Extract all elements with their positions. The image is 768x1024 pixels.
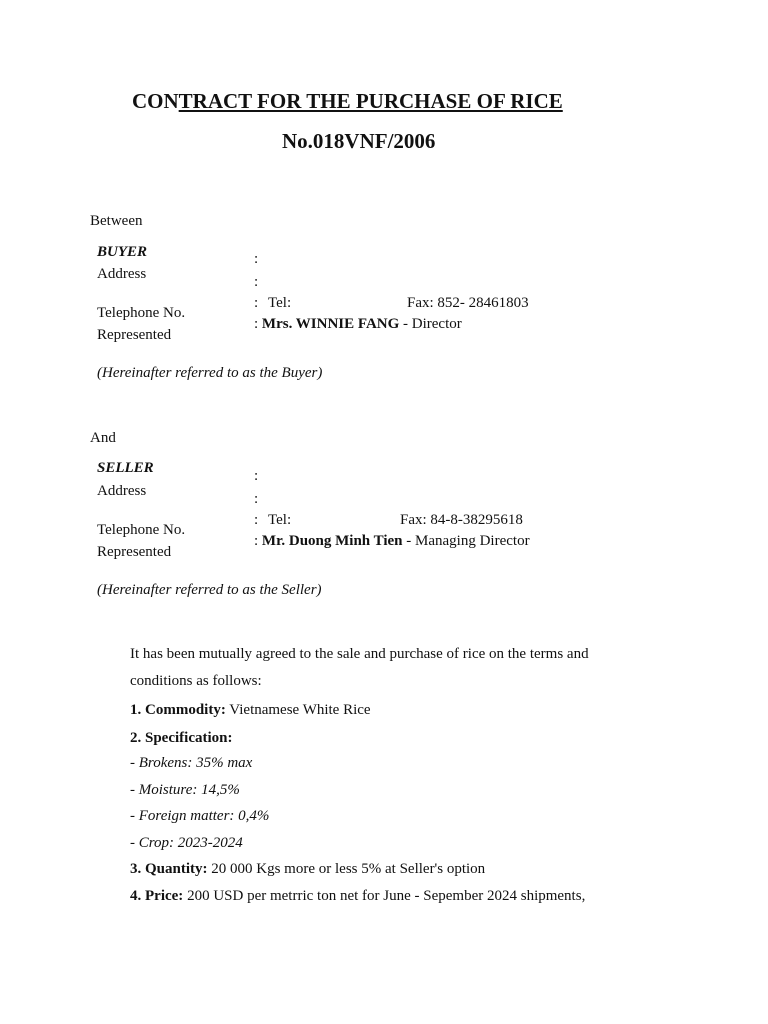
seller-heading: SELLER bbox=[97, 460, 154, 476]
seller-rep-name: Mr. Duong Minh Tien bbox=[261, 533, 403, 549]
seller-colon-3: : bbox=[254, 512, 259, 528]
intro-line-2: conditions as follows: bbox=[130, 673, 262, 689]
spec-item: - Moisture: 14,5% bbox=[130, 782, 240, 798]
buyer-heading: BUYER bbox=[97, 244, 148, 260]
seller-represented-label: Represented bbox=[97, 544, 172, 560]
term-price bbox=[130, 887, 585, 905]
commodity-value: Vietnamese White Rice bbox=[225, 702, 371, 718]
seller-address-label: Address bbox=[97, 483, 147, 499]
buyer-rep-name: Mrs. WINNIE FANG bbox=[261, 316, 400, 332]
seller-rep-title: - Managing Director bbox=[402, 533, 530, 549]
seller-colon-2: : bbox=[254, 491, 259, 507]
buyer-tel-label: Tel: bbox=[268, 295, 292, 311]
price-label: 4. Price: bbox=[130, 888, 184, 904]
seller-colon-4: : bbox=[254, 533, 259, 549]
intro-line-1: It has been mutually agreed to the sale and purchase of rice on the terms and bbox=[130, 646, 589, 662]
buyer-address-label: Address bbox=[97, 266, 147, 282]
term-commodity bbox=[130, 701, 371, 719]
buyer-colon-4: : bbox=[254, 316, 259, 332]
commodity-label: 1. Commodity: bbox=[130, 702, 226, 718]
seller-note: (Hereinafter referred to as the Seller) bbox=[97, 582, 322, 598]
buyer-representative bbox=[254, 315, 462, 333]
quantity-value: 20 000 Kgs more or less 5% at Seller's option bbox=[207, 861, 486, 877]
quantity-label: 3. Quantity: bbox=[130, 861, 208, 877]
buyer-telephone-label: Telephone No. bbox=[97, 305, 186, 321]
term-quantity bbox=[130, 860, 485, 878]
specification-label: 2. Specification: bbox=[130, 730, 233, 746]
and-label: And bbox=[90, 430, 116, 446]
seller-representative bbox=[254, 532, 530, 550]
contract-title bbox=[132, 89, 563, 114]
buyer-rep-title: - Director bbox=[399, 316, 462, 332]
buyer-colon-3: : bbox=[254, 295, 259, 311]
seller-colon-1: : bbox=[254, 468, 259, 484]
buyer-colon-2: : bbox=[254, 274, 259, 290]
buyer-colon-1: : bbox=[254, 251, 259, 267]
spec-item: - Crop: 2023-2024 bbox=[130, 835, 243, 851]
title-prefix: CON bbox=[132, 89, 179, 113]
between-label: Between bbox=[90, 213, 143, 229]
buyer-represented-label: Represented bbox=[97, 327, 172, 343]
spec-item: - Foreign matter: 0,4% bbox=[130, 808, 270, 824]
seller-telephone-label: Telephone No. bbox=[97, 522, 186, 538]
contract-number: No.018VNF/2006 bbox=[282, 129, 436, 153]
title-underlined: TRACT FOR THE PURCHASE OF RICE bbox=[178, 89, 563, 113]
seller-fax: Fax: 84-8-38295618 bbox=[400, 512, 523, 528]
buyer-fax: Fax: 852- 28461803 bbox=[407, 295, 529, 311]
buyer-note: (Hereinafter referred to as the Buyer) bbox=[97, 365, 323, 381]
price-value: 200 USD per metrric ton net for June - Sepember 2024 shipments, bbox=[183, 888, 586, 904]
spec-item: - Brokens: 35% max bbox=[130, 755, 253, 771]
seller-tel-label: Tel: bbox=[268, 512, 292, 528]
